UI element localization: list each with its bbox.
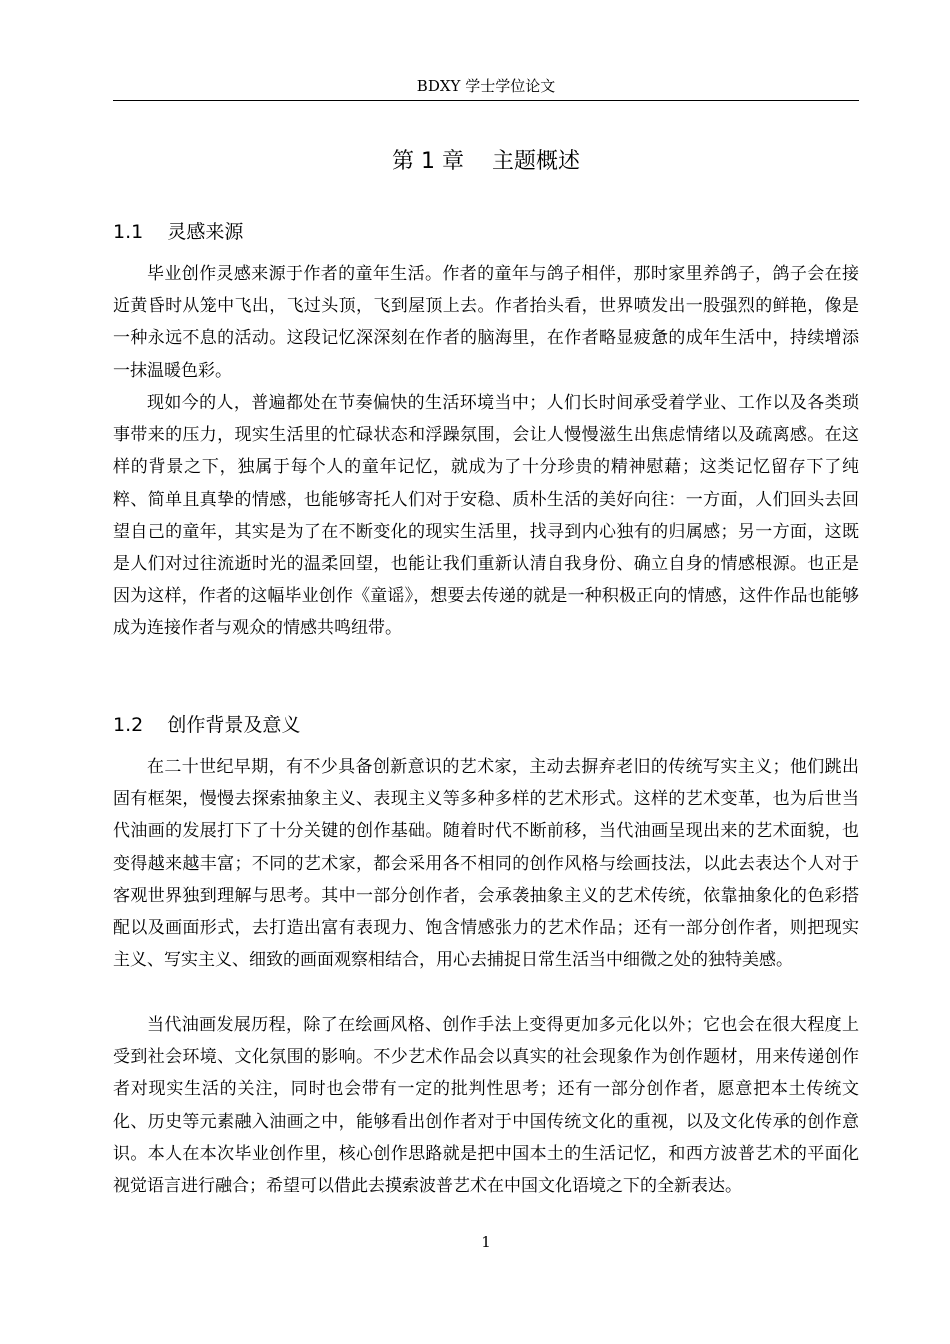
paragraph-childhood-memory: 现如今的人，普遍都处在节奏偏快的生活环境当中；人们长时间承受着学业、工作以及各类琐事带来的压力，现实生活里的忙碌状态和浮躁氛围，会让人慢慢滋生出焦虑情绪以及疏离感。在这样的背景之下，独属于每个人的童年记忆，就成为了十分珍贵的精神慰藉；这类记忆留存下了纯粹、简单且真挚的情感，也能够寄托人们对于安稳、质朴生活的美好向往：一方面，人们回头去回望自己的童年，其实是为了在不断变化的现实生活里，找寻到内心独有的归属感；另一方面，这既是人们对过往流逝时光的温柔回望，也能让我们重新认清自我身份、确立自身的情感根源。也正是因为这样，作者的这幅毕业创作《童谣》，想要去传递的就是一种积极正向的情感，这件作品也能够成为连接作者与观众的情感共鸣纽带。 (113, 393, 859, 639)
running-header: BDXY 学士学位论文 (416, 77, 556, 95)
header-rule (113, 100, 859, 101)
paragraph-art-history: 在二十世纪早期，有不少具备创新意识的艺术家，主动去摒弃老旧的传统写实主义；他们跳出固有框架，慢慢去探索抽象主义、表现主义等多种多样的艺术形式。这样的艺术变革，也为后世当代油画的发展打下了十分关键的创作基础。随着时代不断前移，当代油画呈现出来的艺术面貌，也变得越来越丰富；不同的艺术家，都会采用各不相同的创作风格与绘画技法，以此去表达个人对于客观世界独到理解与思考。其中一部分创作者，会承袭抽象主义的艺术传统，依靠抽象化的色彩搭配以及画面形式，去打造出富有表现力、饱含情感张力的艺术作品；还有一部分创作者，则把现实主义、写实主义、细致的画面观察相结合，用心去捕捉日常生活当中细微之处的独特美感。 (113, 757, 859, 971)
paragraph-contemporary-oil: 当代油画发展历程，除了在绘画风格、创作手法上变得更加多元化以外；它也会在很大程度上受到社会环境、文化氛围的影响。不少艺术作品会以真实的社会现象作为创作题材，用来传递创作者对现实生活的关注，同时也会带有一定的批判性思考；还有一部分创作者，愿意把本土传统文化、历史等元素融入油画之中，能够看出创作者对于中国传统文化的重视，以及文化传承的创作意识。本人在本次毕业创作里，核心创作思路就是把中国本土的生活记忆，和西方波普艺术的平面化视觉语言进行融合；希望可以借此去摸索波普艺术在中国文化语境之下的全新表达。 (113, 1015, 859, 1197)
section-heading-1-2: 1.2 创作背景及意义 (113, 714, 301, 736)
section-heading-1-1: 1.1 灵感来源 (113, 221, 244, 243)
chapter-title: 第 1 章 主题概述 (392, 149, 580, 174)
paragraph-inspiration: 毕业创作灵感来源于作者的童年生活。作者的童年与鸽子相伴，那时家里养鸽子，鸽子会在接近黄昏时从笼中飞出，飞过头顶，飞到屋顶上去。作者抬头看，世界喷发出一股强烈的鲜艳，像是一种永远不息的活动。这段记忆深深刻在作者的脑海里，在作者略显疲惫的成年生活中，持续增添一抹温暖色彩。 (113, 264, 859, 381)
page-number: 1 (481, 1233, 491, 1251)
